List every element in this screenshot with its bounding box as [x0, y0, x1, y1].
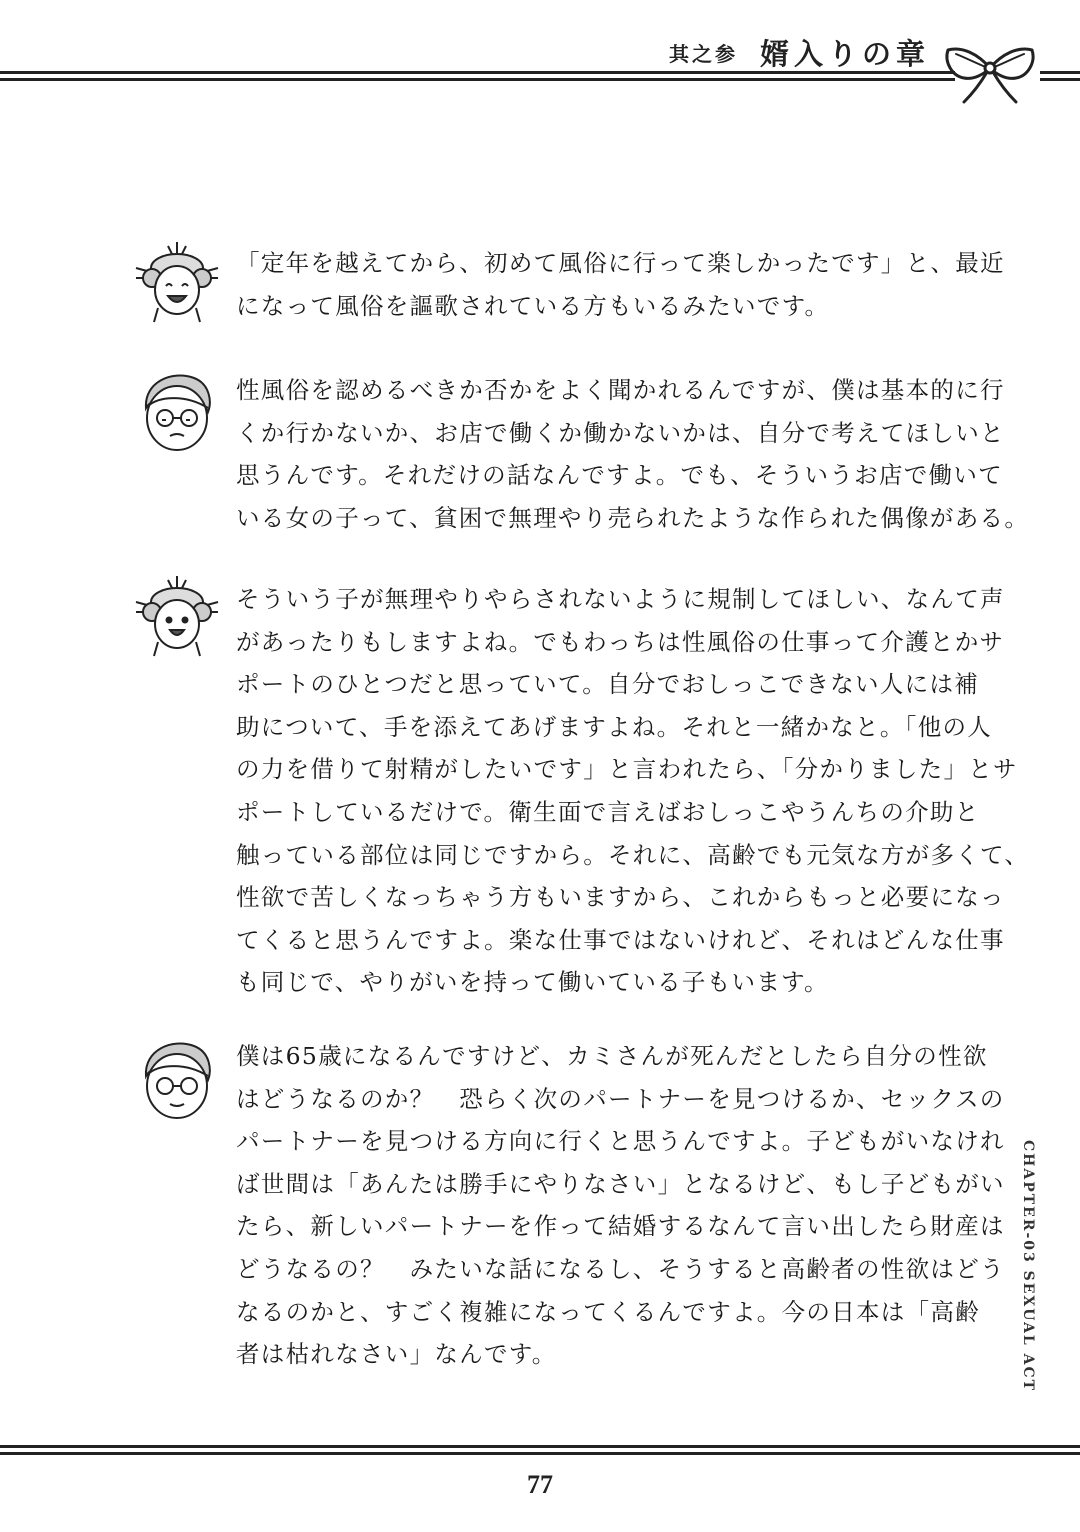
- dialogue-text-3: [236, 578, 1030, 1004]
- text-line: くか行かないか、お店で働くか働かないかは、自分で考えてほしいと: [236, 418, 1005, 447]
- text-line: たら、新しいパートナーを作って結婚するなんて言い出したら財産は: [236, 1212, 1005, 1241]
- footer-rule-top: [0, 1445, 1080, 1448]
- text-line: 僕は65歳になるんですけど、カミさんが死んだとしたら自分の性欲: [236, 1042, 988, 1070]
- text-line: いる女の子って、貧困で無理やり売られたような作られた偶像がある。: [236, 503, 1030, 532]
- man-avatar-icon: [132, 1036, 222, 1126]
- text-line: そういう子が無理やりやらされないように規制してほしい、なんて声: [236, 585, 1005, 613]
- text-line: はどうなるのか？ 恐らく次のパートナーを見つけるか、セックスの: [236, 1084, 1005, 1113]
- text-line: どうなるの？ みたいな話になるし、そうすると高齢者の性欲はどう: [236, 1254, 1005, 1283]
- man-avatar-icon: [132, 368, 222, 458]
- chapter-side-label: CHAPTER-03 SEXUAL ACT: [1020, 1140, 1036, 1393]
- footer-rule-bottom: [0, 1452, 1080, 1455]
- woman-avatar-icon: [132, 238, 222, 328]
- text-line: 性欲で苦しくなっちゃう方もいますから、これからもっと必要になっ: [236, 883, 1005, 912]
- text-line: パートナーを見つける方向に行くと思うんですよ。子どもがいなけれ: [236, 1127, 1005, 1156]
- text-line: 思うんです。それだけの話なんですよ。でも、そういうお店で働いて: [236, 461, 1003, 490]
- text-line: 触っている部位は同じですから。それに、高齢でも元気な方が多くて、: [236, 840, 1030, 869]
- text-line: ポートしているだけで。衛生面で言えばおしっこやうんちの介助と: [236, 797, 980, 826]
- text-line: になって風俗を謳歌されている方もいるみたいです。: [236, 291, 830, 320]
- chapter-title: 婿入りの章: [759, 37, 930, 71]
- text-line: 者は枯れなさい」なんです。: [236, 1340, 557, 1369]
- dialogue-text-4: [236, 1035, 1005, 1376]
- ribbon-bow-icon: [942, 28, 1038, 106]
- text-line: があったりもしますよね。でもわっちは性風俗の仕事って介護とかサ: [236, 627, 1005, 656]
- text-line: ば世間は「あんたは勝手にやりなさい」となるけど、もし子どもがい: [236, 1169, 1005, 1198]
- text-line: なるのかと、すごく複雑になってくるんですよ。今の日本は「高齢: [236, 1297, 980, 1326]
- header-rule-top: [0, 71, 955, 74]
- dialogue-text-1: [236, 242, 1005, 327]
- header-rule-bottom: [0, 78, 955, 81]
- chapter-number: 其之参: [668, 42, 738, 66]
- text-line: も同じで、やりがいを持って働いている子もいます。: [236, 968, 829, 997]
- text-line: 性風俗を認めるべきか否かをよく聞かれるんですが、僕は基本的に行: [236, 376, 1005, 404]
- text-line: てくると思うんですよ。楽な仕事ではないけれど、それはどんな仕事: [236, 925, 1005, 954]
- chapter-header: [669, 32, 930, 73]
- text-line: の力を借りて射精がしたいです」と言われたら、「分かりました」とサ: [236, 755, 1018, 784]
- woman-avatar-icon: [132, 572, 222, 662]
- page-number: 77: [527, 1470, 553, 1499]
- text-line: ポートのひとつだと思っていて。自分でおしっこできない人には補: [236, 670, 980, 699]
- header-rule-right-bottom: [1040, 78, 1080, 81]
- text-line: 「定年を越えてから、初めて風俗に行って楽しかったです」と、最近: [236, 249, 1005, 277]
- dialogue-text-2: [236, 369, 1030, 539]
- text-line: 助について、手を添えてあげますよね。それと一緒かなと。「他の人: [236, 712, 993, 741]
- header-rule-right-top: [1040, 71, 1080, 74]
